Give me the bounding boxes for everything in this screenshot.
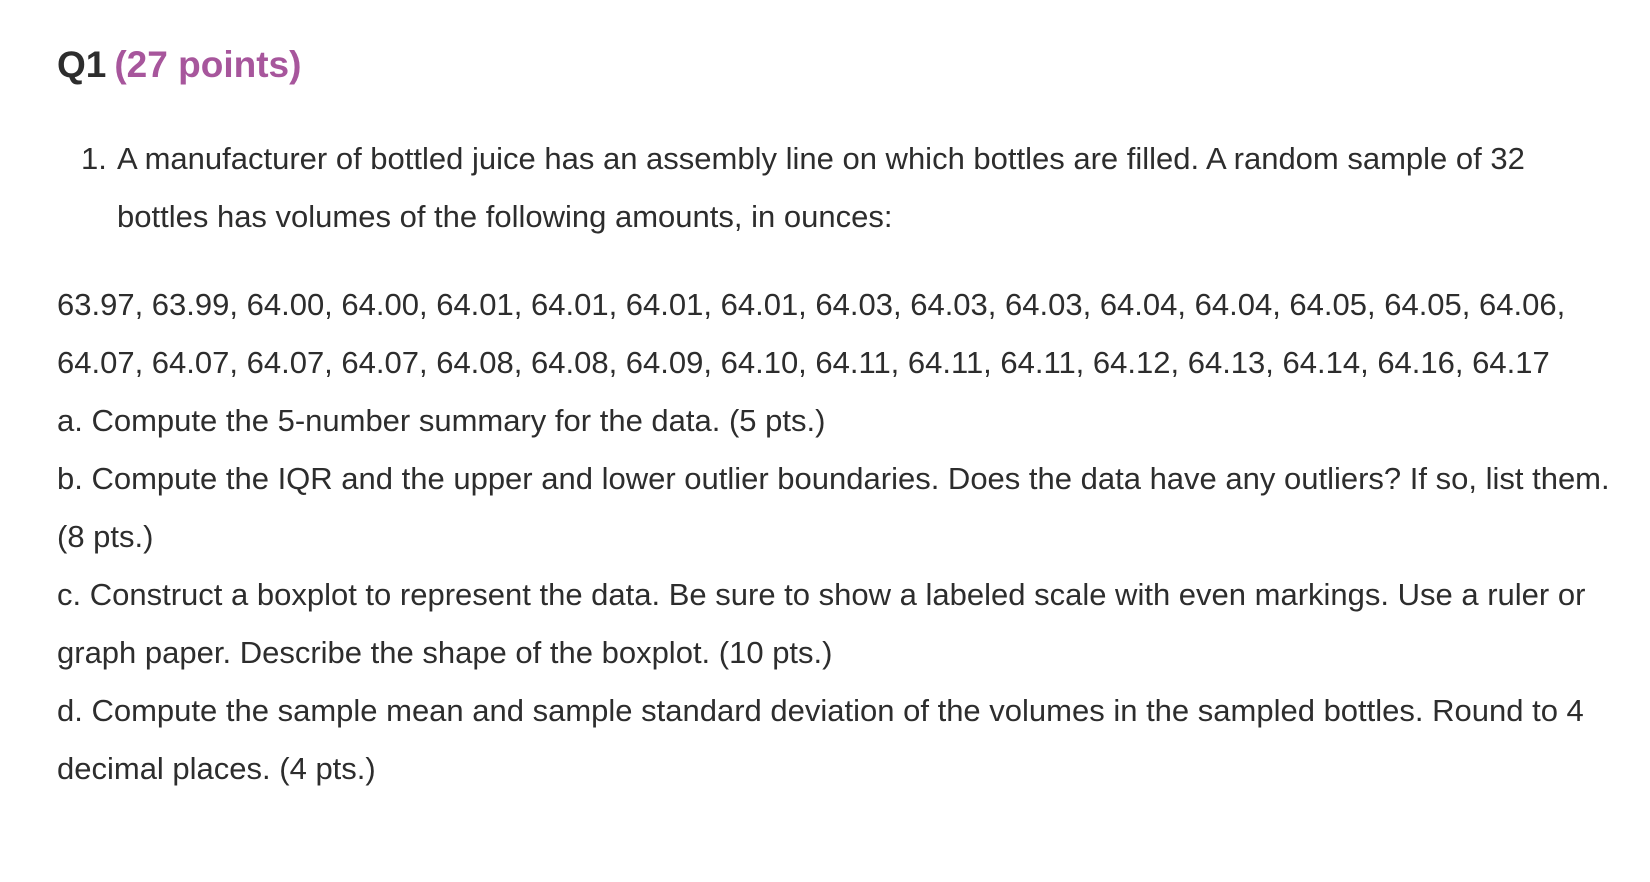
question-header: [57, 40, 301, 90]
part-d: d. Compute the sample mean and sample standard deviation of the volumes in the sampled bottles. Round to 4 decimal places. (4 pts.): [57, 693, 1584, 786]
problem-list: [57, 130, 1617, 246]
part-a: a. Compute the 5-number summary for the data. (5 pts.): [57, 403, 826, 438]
question-points: (27 points): [114, 44, 302, 85]
data-values: 63.97, 63.99, 64.00, 64.00, 64.01, 64.01, 64.01, 64.01, 64.03, 64.03, 64.03, 64.04, 64.04, 64.05, 64.05, 64.06, 64.07, 64.07, 64.07, 64.07, 64.08, 64.08, 64.09, 64.10, 64.11, 64.11, 64.11, 64.12, 64.13, 64.14, 64.16, 64.17: [57, 287, 1566, 380]
problem-statement: A manufacturer of bottled juice has an assembly line on which bottles are filled. A random sample of 32 bottles has volumes of the following amounts, in ounces:: [117, 141, 1525, 234]
problem-body: [57, 276, 1617, 798]
problem-number: 1.: [81, 141, 107, 176]
problem-item: [57, 130, 1617, 246]
part-c: c. Construct a boxplot to represent the data. Be sure to show a labeled scale with even markings. Use a ruler or graph paper. Describe the shape of the boxplot. (10 pts.): [57, 577, 1586, 670]
part-b: b. Compute the IQR and the upper and lower outlier boundaries. Does the data have any outliers? If so, list them. (8 pts.): [57, 461, 1610, 554]
question-label: Q1: [57, 44, 107, 85]
